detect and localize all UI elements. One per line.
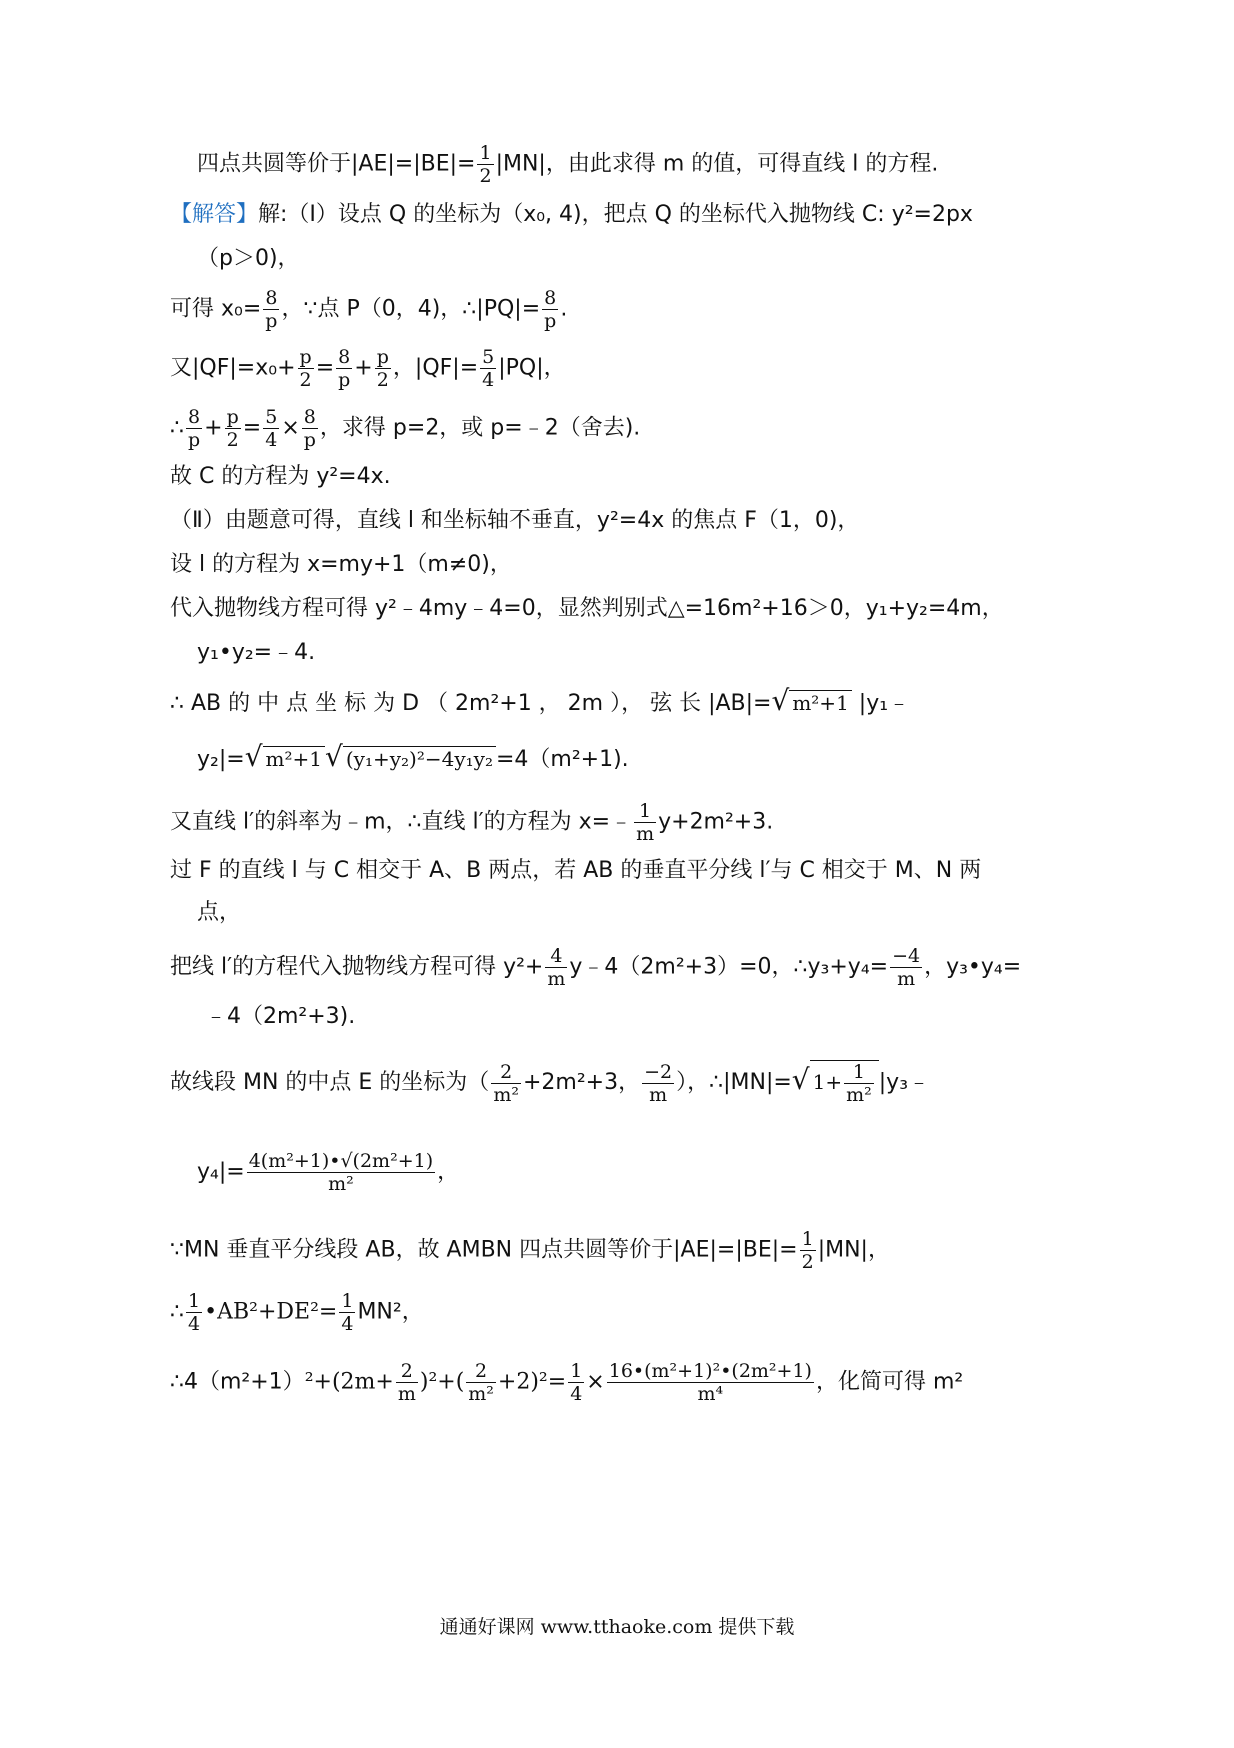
- text-fragment: ，求得 p=2，或 p=﹣2（舍去).: [319, 415, 641, 441]
- numerator: 1: [188, 1290, 201, 1312]
- text-fragment: 故线段 MN 的中点 E 的坐标为（: [170, 1070, 490, 1095]
- denominator: 2: [479, 165, 492, 187]
- text-line: ﹣4（2m²+3).: [205, 1004, 356, 1029]
- fraction: [491, 1061, 521, 1106]
- denominator: p: [303, 429, 316, 451]
- denominator: p: [544, 310, 557, 332]
- radicand: [810, 1060, 879, 1106]
- numerator: 8: [263, 287, 279, 310]
- numerator: 1: [634, 800, 656, 823]
- fraction: [186, 1290, 202, 1335]
- fraction: [186, 406, 202, 451]
- text-fragment: =: [315, 355, 335, 381]
- numerator: −2: [644, 1060, 673, 1083]
- text-line: [197, 142, 938, 187]
- text-fragment: MN²，: [357, 1299, 424, 1325]
- denominator: m: [547, 968, 566, 990]
- fraction: [480, 346, 496, 391]
- denominator: 4: [482, 369, 495, 391]
- text-line: 点，: [197, 900, 242, 925]
- denominator: p: [265, 310, 278, 332]
- text-fragment: ∵MN 垂直平分线段 AB，故 AMBN 四点共圆等价于|AE|=|BE|=: [170, 1237, 798, 1263]
- answer-tag: 【解答】: [170, 202, 259, 227]
- denominator: m: [397, 1383, 416, 1405]
- text-line: [170, 287, 567, 332]
- numerator: 1: [341, 1290, 354, 1312]
- text-fragment: +2m²+3，: [522, 1070, 641, 1095]
- denominator: 2: [801, 1251, 814, 1273]
- denominator: m: [636, 823, 655, 845]
- text-line: （p＞0)，: [197, 246, 300, 271]
- fraction: [396, 1360, 418, 1405]
- text-fragment: |y₃﹣: [878, 1070, 931, 1095]
- text-fragment: 又直线 l′的斜率为﹣m，∴直线 l′的方程为 x=﹣: [170, 809, 633, 835]
- numerator: 8: [302, 406, 318, 429]
- radical-sign: √: [244, 740, 263, 773]
- text-line: [170, 800, 773, 845]
- text-line: [170, 1228, 890, 1273]
- text-fragment: ×: [586, 1369, 605, 1395]
- text-fragment: ，: [437, 1159, 460, 1185]
- radical-sign: √: [325, 740, 343, 773]
- denominator: m²: [468, 1383, 494, 1405]
- numerator: 2: [466, 1360, 496, 1383]
- fraction: [477, 142, 493, 187]
- text-line: y₁•y₂=﹣4.: [197, 640, 316, 665]
- numerator: 5: [482, 346, 495, 368]
- text-line: [170, 945, 1021, 990]
- text-fragment: 解:（Ⅰ）设点 Q 的坐标为（x₀, 4)，把点 Q 的坐标代入抛物线 C: y²=2px: [258, 202, 973, 227]
- text-fragment: y₄|=: [197, 1159, 245, 1185]
- text-line: 代入抛物线方程可得 y²﹣4my﹣4=0，显然判别式△=16m²+16＞0，y₁+y₂=4m，: [170, 596, 1004, 621]
- fraction: [642, 1061, 674, 1106]
- radicand: m²+1: [263, 746, 325, 771]
- text-fragment: 1+: [812, 1070, 843, 1094]
- numerator: 2: [396, 1360, 418, 1383]
- denominator: 4: [341, 1313, 354, 1335]
- text-fragment: ），∴|MN|=: [676, 1070, 792, 1095]
- text-fragment: y₂|=: [197, 747, 245, 772]
- fraction: [800, 1228, 816, 1273]
- text-fragment: 四点共圆等价于|AE|=|BE|=: [197, 151, 476, 177]
- text-fragment: ，化简可得 m²: [815, 1369, 964, 1395]
- fraction: [247, 1150, 435, 1195]
- denominator: m: [897, 968, 916, 990]
- text-fragment: )²+(: [419, 1369, 465, 1395]
- text-fragment: ×: [281, 415, 300, 441]
- text-fragment: •AB²+DE²=: [204, 1299, 338, 1325]
- text-line: [170, 1360, 963, 1405]
- text-fragment: ，|QF|=: [392, 355, 479, 381]
- denominator: 2: [376, 369, 389, 391]
- text-fragment: y+2m²+3.: [658, 809, 774, 835]
- denominator: 2: [226, 429, 239, 451]
- text-fragment: +2)²=: [497, 1369, 567, 1395]
- text-fragment: ∴4（m²+1）: [170, 1369, 305, 1395]
- text-fragment: +: [204, 415, 223, 441]
- denominator: p: [188, 429, 201, 451]
- text-line: [170, 1290, 424, 1335]
- text-fragment: ²+(2m+: [304, 1369, 394, 1395]
- denominator: m⁴: [697, 1383, 724, 1405]
- denominator: 4: [570, 1383, 583, 1405]
- text-line: [170, 346, 566, 391]
- text-fragment: ∴ AB 的 中 点 坐 标 为 D （ 2m²+1 ， 2m ）， 弦 长 |AB|=: [170, 691, 772, 716]
- text-line: [197, 1150, 459, 1195]
- radical-sign: √: [791, 1063, 810, 1096]
- numerator: 4(m²+1)•√(2m²+1): [248, 1150, 434, 1172]
- numerator: 5: [265, 406, 278, 428]
- numerator: p: [299, 346, 312, 368]
- numerator: 1: [479, 142, 492, 164]
- fraction: [225, 406, 241, 451]
- denominator: m²: [328, 1173, 354, 1195]
- fraction: [634, 800, 656, 845]
- text-fragment: +: [354, 355, 373, 381]
- text-fragment: ，∵点 P（0，4)，∴|PQ|=: [281, 296, 541, 322]
- numerator: 16•(m²+1)²•(2m²+1): [608, 1360, 812, 1382]
- denominator: m²: [846, 1084, 872, 1106]
- numerator: 1: [570, 1360, 583, 1382]
- text-fragment: 可得 x₀=: [170, 296, 262, 322]
- fraction: [607, 1360, 814, 1405]
- text-line: 过 F 的直线 l 与 C 相交于 A、B 两点，若 AB 的垂直平分线 l′与 C 相交于 M、N 两: [170, 858, 982, 883]
- text-line: 故 C 的方程为 y²=4x.: [170, 464, 391, 489]
- numerator: 4: [545, 945, 567, 968]
- text-fragment: =4（m²+1).: [495, 747, 629, 772]
- text-fragment: =: [242, 415, 262, 441]
- numerator: 2: [491, 1061, 521, 1084]
- fraction: [375, 346, 391, 391]
- numerator: −4: [892, 945, 921, 967]
- fraction: [298, 346, 314, 391]
- denominator: 4: [265, 429, 278, 451]
- text-fragment: |MN|，: [817, 1237, 890, 1263]
- fraction: [568, 1360, 584, 1405]
- text-fragment: ∴: [170, 1299, 184, 1325]
- numerator: 8: [336, 346, 352, 369]
- fraction: [545, 945, 567, 990]
- text-fragment: |MN|，由此求得 m 的值，可得直线 l 的方程.: [495, 151, 939, 177]
- text-line: [170, 406, 640, 451]
- fraction: [302, 406, 318, 451]
- page-footer: 通通好课网 www.tthaoke.com 提供下载: [439, 1616, 795, 1638]
- fraction: [263, 406, 279, 451]
- numerator: p: [226, 406, 239, 428]
- denominator: m²: [493, 1083, 519, 1106]
- radical-sign: √: [771, 684, 790, 717]
- numerator: 1: [844, 1061, 874, 1084]
- fraction: [339, 1290, 355, 1335]
- text-fragment: 把线 l′的方程代入抛物线方程可得 y²+: [170, 954, 544, 980]
- text-line: [170, 200, 973, 230]
- radicand: m²+1: [789, 690, 851, 715]
- text-fragment: .: [560, 296, 568, 322]
- numerator: 1: [801, 1228, 814, 1250]
- denominator: m: [649, 1083, 668, 1106]
- denominator: 4: [188, 1313, 201, 1335]
- numerator: p: [376, 346, 389, 368]
- fraction: [890, 945, 922, 990]
- denominator: 2: [299, 369, 312, 391]
- text-fragment: 又|QF|=x₀+: [170, 355, 296, 381]
- text-line: [170, 1060, 930, 1106]
- fraction: [263, 287, 279, 332]
- text-line: （Ⅱ）由题意可得，直线 l 和坐标轴不垂直，y²=4x 的焦点 F（1，0)，: [170, 508, 860, 533]
- numerator: 8: [186, 406, 202, 429]
- fraction: [844, 1061, 874, 1106]
- text-fragment: |PQ|，: [498, 355, 566, 381]
- text-fragment: y﹣4（2m²+3）=0，∴y₃+y₄=: [569, 954, 889, 980]
- text-line: [197, 742, 629, 775]
- text-fragment: ，y₃•y₄=: [924, 954, 1022, 980]
- text-fragment: |y₁﹣: [858, 691, 911, 716]
- fraction: [336, 346, 352, 391]
- fraction: [466, 1360, 496, 1405]
- radicand: (y₁+y₂)²−4y₁y₂: [343, 746, 496, 771]
- fraction: [542, 287, 558, 332]
- text-line: 设 l 的方程为 x=my+1（m≠0)，: [170, 552, 512, 577]
- denominator: p: [338, 369, 351, 391]
- numerator: 8: [542, 287, 558, 310]
- text-fragment: ∴: [170, 415, 184, 441]
- text-line: [170, 686, 910, 719]
